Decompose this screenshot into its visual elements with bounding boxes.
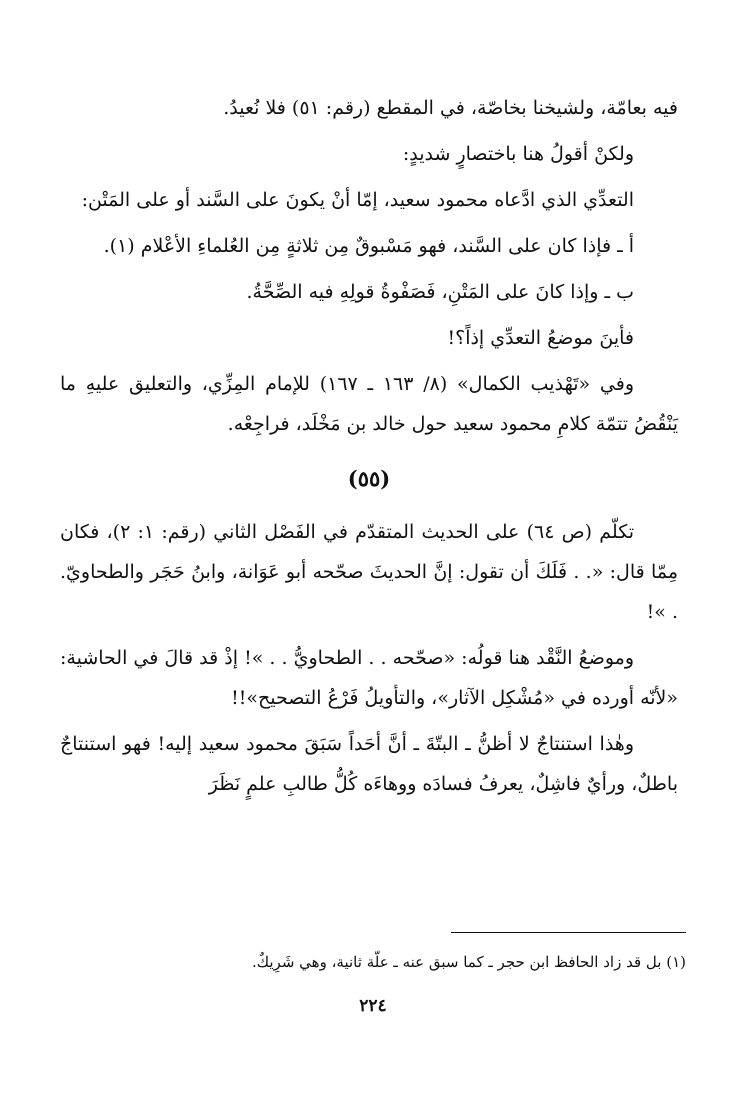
paragraph-question: فأينَ موضعُ التعدِّي إذاً؟! xyxy=(447,327,634,349)
paragraph-intro: ولكنْ أقولُ هنا باختصارٍ شديدٍ: xyxy=(402,143,634,165)
page-number: ٢٢٤ xyxy=(359,996,387,1016)
paragraph-claim: التعدِّي الذي ادَّعاه محمود سعيد، إمّا أنْ يكونَ على السَّند أو على المَتْن: xyxy=(81,189,634,211)
paragraph-point-a: أ ـ فإذا كان على السَّند، فهو مَسْبوقٌ مِن ثلاثةٍ مِن العُلماءِ الأعْلام (١). xyxy=(103,235,634,257)
paragraph-point-b: ب ـ وإذا كانَ على المَتْنِ، فَصَفْوةُ قولِهِ فيه الصِّحَّةُ. xyxy=(246,281,634,303)
paragraph-continuation: فيه بعامّة، ولشيخنا بخاصّة، في المقطع (رقم: ٥١) فلا نُعيدُ. xyxy=(223,97,678,119)
paragraph-reference: وفي «تَهْذيب الكمال» (٨/ ١٦٣ ـ ١٦٧) للإمام المِزِّي، والتعليق عليهِ ما يَنْقُضُ تتمّة كلامِ محمود سعيد حول خالد بن مَخْلَد، فراجِعْه. xyxy=(60,373,678,435)
paragraph-section-1: تكلّم (ص ٦٤) على الحديث المتقدّم في الفَصْل الثاني (رقم: ١: ٢)، فكان مِمّا قال: «. . فَلَكَ أن تقول: إنَّ الحديثَ صحّحه أبو عَوَانة، وابنُ حَجَر والطحاويّ. . »! xyxy=(60,521,678,623)
footnote-divider xyxy=(451,932,686,933)
paragraph-section-3: وهٰذا استنتاجٌ لا أظنُّ ـ البتّةَ ـ أنَّ أحَداً سَبَقَ محمود سعيد إليه! فهو استنتاجٌ باطلٌ، ورأيٌ فاشِلٌ، يعرفُ فسادَه ووهاءَه كُلُّ طالبِ علمٍ نَظَرَ xyxy=(60,733,678,795)
section-number-heading: (٥٥) xyxy=(347,466,391,491)
footnote-text: (١) بل قد زاد الحافظ ابن حجر ـ كما سبق عنه ـ علّة ثانية، وهي شَرِيكٌ. xyxy=(251,953,686,971)
paragraph-section-2: وموضعُ النَّقْد هنا قولُه: «صحّحه . . الطحاويُّ . . »! إذْ قد قالَ في الحاشية: «لأنّه أورده في «مُشْكِل الآثار»، والتأويلُ فَرْعُ التصحيح»!! xyxy=(60,647,678,709)
page-body xyxy=(60,88,678,810)
